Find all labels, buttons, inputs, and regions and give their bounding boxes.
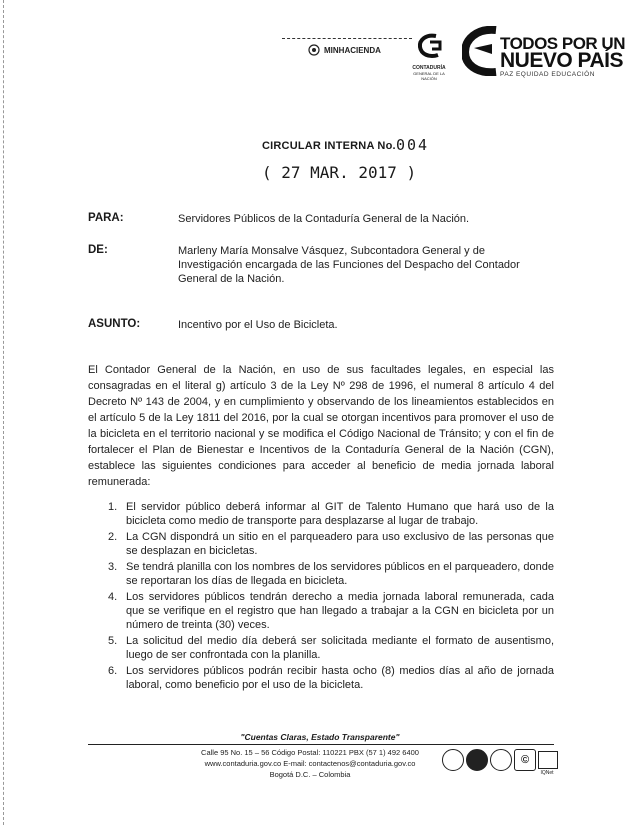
circular-number: 004 [396,136,430,154]
list-item-number: 3. [108,561,118,573]
para-value: Servidores Públicos de la Contaduría General de la Nación. [178,213,470,225]
list-item [108,590,554,632]
iqnet-label: IQNet [540,770,554,776]
circular-date: ( 27 MAR. 2017 ) [262,163,417,182]
cgn-logo [408,32,450,81]
list-item-text: Se tendrá planilla con los nombres de los servidores públicos en el parqueadero, donde se reportaran los días de llegada en bicicleta. [126,561,554,587]
list-item-number: 2. [108,531,118,543]
list-item-text: La solicitud del medio día deberá ser solicitada mediante el formato de ausentismo, luego de ser confrontada con la planilla. [126,635,554,661]
list-item-number: 1. [108,501,118,513]
cc-seal-icon: © [514,749,536,771]
list-item [108,500,554,528]
footer-city: Bogotá D.C. – Colombia [269,770,351,779]
cgn-logo-sub: GENERAL DE LA NACIÓN [413,71,445,81]
footer-slogan: "Cuentas Claras, Estado Transparente" [240,732,400,742]
footer-divider [88,744,554,745]
list-item-number: 5. [108,635,118,647]
colombia-shield-icon [308,44,320,56]
list-item-number: 4. [108,591,118,603]
asunto-value: Incentivo por el Uso de Bicicleta. [178,319,338,331]
de-value: Marleny María Monsalve Vásquez, Subcontadora General y de Investigación encargada de las Funciones del Despacho del Contador General de la Nación. [178,245,520,285]
header-dash-line [282,38,412,39]
ntcgp-seal-icon [490,749,512,771]
circular-title: CIRCULAR INTERNA No. [262,140,396,152]
list-item [108,530,554,558]
de-label: DE: [88,244,108,256]
scan-edge [3,0,4,825]
brand-line-3: PAZ EQUIDAD EDUCACIÓN [500,71,595,78]
list-item [108,664,554,692]
cgn-emblem-icon [414,32,444,60]
list-item [108,560,554,588]
list-item-text: Los servidores públicos podrán recibir hasta ocho (8) medios días al año de jornada laboral, como beneficio por el uso de la bicicleta. [126,665,554,691]
intro-paragraph: El Contador General de la Nación, en uso de sus facultades legales, en especial las consagradas en el literal g) artículo 3 de la Ley Nº 298 de 1996, el numeral 8 artículo 4 del Decreto Nº 143 de 2004, y en cumplimiento y observando de los lineamientos establecidos en el artículo 5 de la Ley 1811 del 2016, por la cual se otorgan incentivos para promover el uso de la bicicleta en el territorio nacional y se modifica el Código Nacional de Tránsito; y con el fin de fortalecer el Plan de Bienestar e Incentivos de la Contaduría General de la Nación (CGN), establece las siguientes condiciones para acceder al beneficio de media jornada laboral remunerada: [88,364,554,488]
para-label: PARA: [88,212,124,224]
iso-seal-icon [442,749,464,771]
list-item-number: 6. [108,665,118,677]
minhacienda-logo [308,44,381,56]
iqnet-seal-icon [538,751,558,769]
icontec-seal-icon [466,749,488,771]
asunto-label: ASUNTO: [88,318,141,330]
nuevo-pais-emblem-icon [462,26,498,76]
ministry-name: MINHACIENDA [324,45,381,55]
list-item-text: Los servidores públicos tendrán derecho a media jornada laboral remunerada, cada que se verifique en el registro que han llegado a trabajar a la CGN en bicicleta por un número de treinta (30) veces. [126,591,554,631]
brand-line-2: NUEVO PAÍS [500,49,623,72]
list-item-text: La CGN dispondrá un sitio en el parqueadero para uso exclusivo de las personas que se desplazan en bicicletas. [126,531,554,557]
list-item-text: El servidor público deberá informar al GIT de Talento Humano que hará uso de la bicicleta como medio de transporte para desplazarse al lugar de trabajo. [126,501,554,527]
brand-line-1: TODOS POR UN [500,34,625,53]
cgn-logo-text: CONTADURÍA [412,65,446,71]
list-item [108,634,554,662]
footer-web: www.contaduria.gov.co E-mail: contactenos@contaduria.gov.co [204,759,416,768]
footer-address: Calle 95 No. 15 – 56 Código Postal: 110221 PBX (57 1) 492 6400 [201,748,419,757]
todos-por-un-nuevo-pais-logo [462,26,625,81]
conditions-list [108,500,554,694]
